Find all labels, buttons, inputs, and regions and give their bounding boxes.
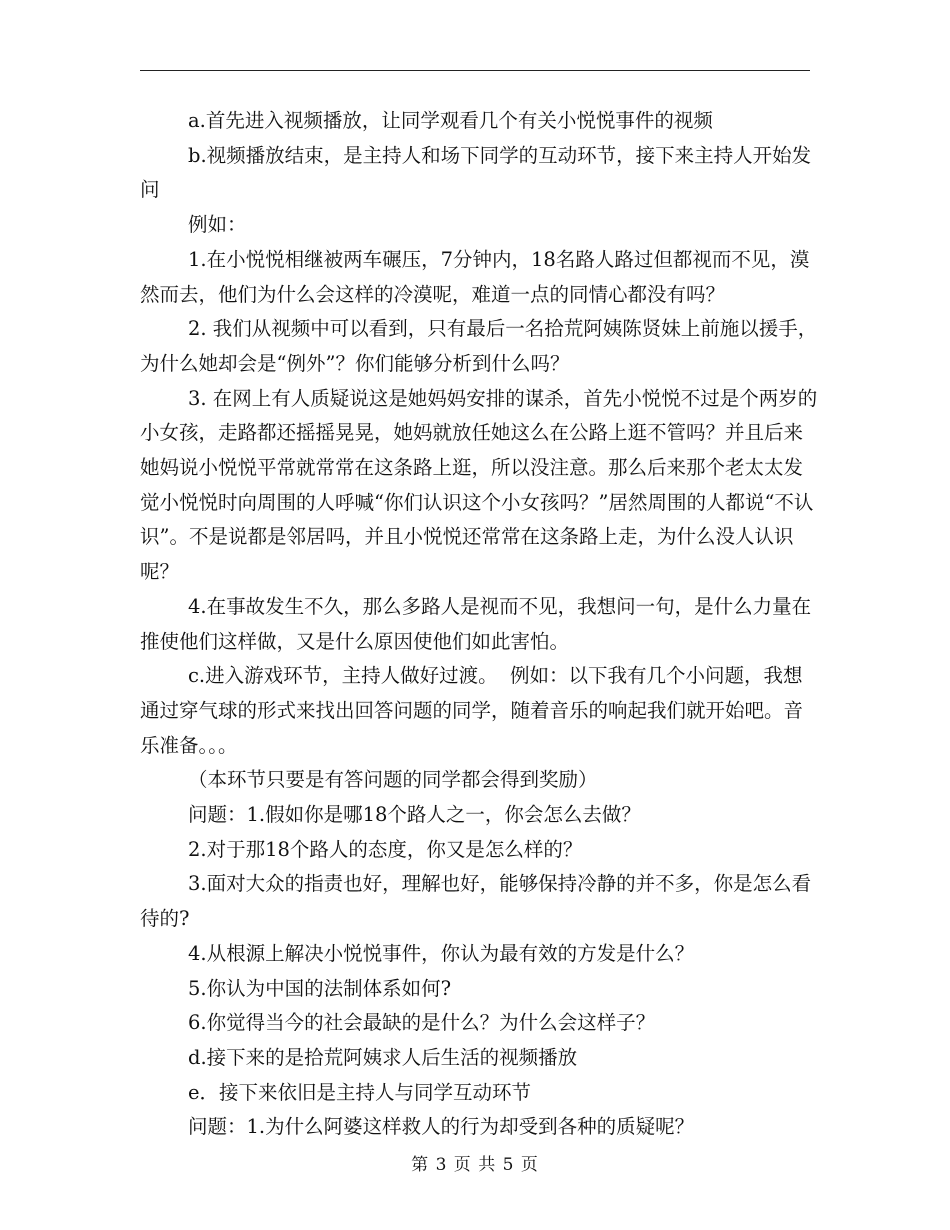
- paragraph-b: b.视频播放结束，是主持人和场下同学的互动环节，接下来主持人开始发问: [140, 143, 812, 202]
- game-question-4: 4.从根源上解决小悦悦事件，你认为最有效的方发是什么？: [188, 941, 695, 965]
- game-question-2: 2.对于那18个路人的态度，你又是怎么样的？: [188, 837, 583, 861]
- game-question-3: 3.面对大众的指责也好，理解也好，能够保持冷静的并不多，你是怎么看待的?: [140, 872, 812, 931]
- page-footer: 第 3 页 共 5 页: [411, 1155, 539, 1175]
- paragraph-e: e．接下来依旧是主持人与同学互动环节: [188, 1080, 532, 1104]
- reward-note: （本环节只要是有答问题的同学都会得到奖励）: [188, 768, 598, 792]
- question-2: 2. 我们从视频中可以看到，只有最后一名拾荒阿姨陈贤妹上前施以援手，为什么她却会是“例外”？你们能够分析到什么吗？: [140, 317, 818, 375]
- question-4: 4.在事故发生不久，那么多路人是视而不见，我想问一句，是什么力量在推使他们这样做，又是什么原因使他们如此害怕。: [140, 594, 812, 653]
- paragraph-d: d.接下来的是拾荒阿姨求人后生活的视频播放: [188, 1045, 578, 1069]
- game-question-6: 6.你觉得当今的社会最缺的是什么？为什么会这样子？: [188, 1011, 656, 1035]
- document-body: [140, 104, 820, 1145]
- paragraph-a: a.首先进入视频播放，让同学观看几个有关小悦悦事件的视频: [188, 109, 713, 132]
- final-question-1: 问题：1.为什么阿婆这样救人的行为却受到各种的质疑呢？: [188, 1115, 695, 1139]
- paragraph-example: 例如：: [188, 213, 247, 237]
- header-rule: [140, 70, 810, 71]
- paragraph-c: c.进入游戏环节，主持人做好过渡。 例如：以下我有几个小问题，我想通过穿气球的形式来找出回答问题的同学，随着音乐的响起我们就开始吧。音乐准备。。。: [140, 664, 804, 757]
- game-question-5: 5.你认为中国的法制体系如何?: [188, 976, 452, 1000]
- question-1: 1.在小悦悦相继被两车碾压，7分钟内，18名路人路过但都视而不见，漠然而去，他们为什么会这样的冷漠呢，难道一点的同情心都没有吗？: [140, 247, 810, 306]
- question-3: 3. 在网上有人质疑说这是她妈妈安排的谋杀，首先小悦悦不过是个两岁的小女孩，走路都还摇摇晃晃，她妈就放任她这么在公路上逛不管吗？并且后来她妈说小悦悦平常就常常在这条路上逛，所以没注意。那么后来那个老太太发觉小悦悦时向周围的人呼喊“你们认识这个小女孩吗？”居然周围的人都说“不认识”。不是说都是邻居吗，并且小悦悦还常常在这条路上走，为什么没人认识呢？: [140, 386, 818, 584]
- game-question-1: 问题：1.假如你是哪18个路人之一，你会怎么去做？: [188, 803, 641, 827]
